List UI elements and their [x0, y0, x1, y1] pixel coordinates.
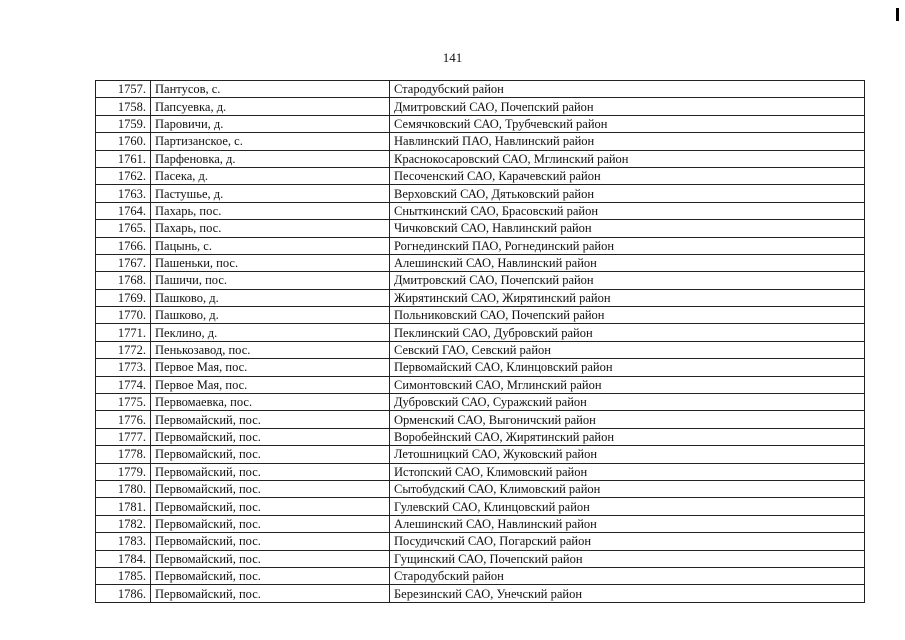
- row-number: 1783.: [96, 533, 151, 550]
- table-row: [96, 185, 865, 202]
- settlement-name: Пахарь, пос.: [151, 202, 390, 219]
- settlement-name: Первомайский, пос.: [151, 533, 390, 550]
- settlement-name: Первомайский, пос.: [151, 446, 390, 463]
- district-name: Сныткинский САО, Брасовский район: [390, 202, 865, 219]
- table-row: [96, 237, 865, 254]
- row-number: 1761.: [96, 150, 151, 167]
- table-row: [96, 567, 865, 584]
- row-number: 1777.: [96, 428, 151, 445]
- row-number: 1774.: [96, 376, 151, 393]
- row-number: 1786.: [96, 585, 151, 602]
- district-name: Жирятинский САО, Жирятинский район: [390, 289, 865, 306]
- table-row: [96, 150, 865, 167]
- row-number: 1776.: [96, 411, 151, 428]
- district-name: Березинский САО, Унечский район: [390, 585, 865, 602]
- table-row: [96, 446, 865, 463]
- settlement-name: Первомайский, пос.: [151, 515, 390, 532]
- district-name: Чичковский САО, Навлинский район: [390, 220, 865, 237]
- table-row: [96, 220, 865, 237]
- settlement-name: Парфеновка, д.: [151, 150, 390, 167]
- district-name: Воробейнский САО, Жирятинский район: [390, 428, 865, 445]
- settlement-name: Пеклино, д.: [151, 324, 390, 341]
- settlement-name: Первое Мая, пос.: [151, 376, 390, 393]
- settlement-name: Первомайский, пос.: [151, 550, 390, 567]
- table-row: [96, 515, 865, 532]
- district-name: Посудичский САО, Погарский район: [390, 533, 865, 550]
- settlement-name: Первое Мая, пос.: [151, 359, 390, 376]
- settlement-name: Первомайский, пос.: [151, 463, 390, 480]
- district-name: Первомайский САО, Клинцовский район: [390, 359, 865, 376]
- settlement-name: Пашково, д.: [151, 289, 390, 306]
- district-name: Дмитровский САО, Почепский район: [390, 98, 865, 115]
- row-number: 1760.: [96, 133, 151, 150]
- scan-edge-mark: [896, 8, 899, 21]
- district-name: Стародубский район: [390, 81, 865, 98]
- district-name: Верховский САО, Дятьковский район: [390, 185, 865, 202]
- table-row: [96, 411, 865, 428]
- row-number: 1764.: [96, 202, 151, 219]
- table-row: [96, 133, 865, 150]
- settlement-name: Первомайский, пос.: [151, 428, 390, 445]
- table-row: [96, 585, 865, 602]
- settlement-name: Пасека, д.: [151, 167, 390, 184]
- row-number: 1768.: [96, 272, 151, 289]
- table-row: [96, 307, 865, 324]
- settlement-name: Пашеньки, пос.: [151, 254, 390, 271]
- row-number: 1775.: [96, 394, 151, 411]
- district-name: Севский ГАО, Севский район: [390, 341, 865, 358]
- row-number: 1778.: [96, 446, 151, 463]
- row-number: 1758.: [96, 98, 151, 115]
- settlement-name: Первомайский, пос.: [151, 567, 390, 584]
- row-number: 1765.: [96, 220, 151, 237]
- district-name: Алешинский САО, Навлинский район: [390, 515, 865, 532]
- settlement-name: Паровичи, д.: [151, 115, 390, 132]
- table-row: [96, 115, 865, 132]
- settlement-name: Первомайский, пос.: [151, 411, 390, 428]
- district-name: Рогнединский ПАО, Рогнединский район: [390, 237, 865, 254]
- row-number: 1763.: [96, 185, 151, 202]
- table-row: [96, 376, 865, 393]
- settlement-name: Первомайский, пос.: [151, 585, 390, 602]
- table-row: [96, 254, 865, 271]
- table-row: [96, 202, 865, 219]
- row-number: 1766.: [96, 237, 151, 254]
- table-row: [96, 463, 865, 480]
- settlement-name: Первомаевка, пос.: [151, 394, 390, 411]
- table-row: [96, 167, 865, 184]
- table-row: [96, 324, 865, 341]
- district-name: Стародубский район: [390, 567, 865, 584]
- settlement-name: Пантусов, с.: [151, 81, 390, 98]
- settlements-table: [95, 80, 865, 603]
- district-name: Симонтовский САО, Мглинский район: [390, 376, 865, 393]
- district-name: Алешинский САО, Навлинский район: [390, 254, 865, 271]
- district-name: Сытобудский САО, Климовский район: [390, 480, 865, 497]
- table-row: [96, 428, 865, 445]
- settlement-name: Пенькозавод, пос.: [151, 341, 390, 358]
- table-body: [96, 81, 865, 603]
- row-number: 1780.: [96, 480, 151, 497]
- district-name: Орменский САО, Выгоничский район: [390, 411, 865, 428]
- table-row: [96, 533, 865, 550]
- table-row: [96, 480, 865, 497]
- district-name: Дубровский САО, Суражский район: [390, 394, 865, 411]
- settlement-name: Первомайский, пос.: [151, 498, 390, 515]
- district-name: Истопский САО, Климовский район: [390, 463, 865, 480]
- district-name: Песоченский САО, Карачевский район: [390, 167, 865, 184]
- district-name: Гущинский САО, Почепский район: [390, 550, 865, 567]
- settlement-name: Папсуевка, д.: [151, 98, 390, 115]
- table-row: [96, 550, 865, 567]
- table-row: [96, 98, 865, 115]
- settlement-name: Пахарь, пос.: [151, 220, 390, 237]
- district-name: Польниковский САО, Почепский район: [390, 307, 865, 324]
- row-number: 1770.: [96, 307, 151, 324]
- row-number: 1781.: [96, 498, 151, 515]
- row-number: 1784.: [96, 550, 151, 567]
- settlement-name: Партизанское, с.: [151, 133, 390, 150]
- row-number: 1785.: [96, 567, 151, 584]
- row-number: 1771.: [96, 324, 151, 341]
- settlement-name: Первомайский, пос.: [151, 480, 390, 497]
- row-number: 1779.: [96, 463, 151, 480]
- table-row: [96, 81, 865, 98]
- row-number: 1757.: [96, 81, 151, 98]
- settlement-name: Пашково, д.: [151, 307, 390, 324]
- district-name: Летошницкий САО, Жуковский район: [390, 446, 865, 463]
- settlement-name: Пастушье, д.: [151, 185, 390, 202]
- table-row: [96, 289, 865, 306]
- district-name: Семячковский САО, Трубчевский район: [390, 115, 865, 132]
- district-name: Дмитровский САО, Почепский район: [390, 272, 865, 289]
- row-number: 1759.: [96, 115, 151, 132]
- row-number: 1773.: [96, 359, 151, 376]
- settlement-name: Пацынь, с.: [151, 237, 390, 254]
- district-name: Навлинский ПАО, Навлинский район: [390, 133, 865, 150]
- row-number: 1782.: [96, 515, 151, 532]
- table-row: [96, 359, 865, 376]
- row-number: 1767.: [96, 254, 151, 271]
- table-row: [96, 341, 865, 358]
- row-number: 1772.: [96, 341, 151, 358]
- row-number: 1762.: [96, 167, 151, 184]
- row-number: 1769.: [96, 289, 151, 306]
- district-name: Гулевский САО, Клинцовский район: [390, 498, 865, 515]
- district-name: Краснокосаровский САО, Мглинский район: [390, 150, 865, 167]
- table-row: [96, 498, 865, 515]
- settlement-name: Пашичи, пос.: [151, 272, 390, 289]
- district-name: Пеклинский САО, Дубровский район: [390, 324, 865, 341]
- table-row: [96, 394, 865, 411]
- table-row: [96, 272, 865, 289]
- page-number: 141: [442, 50, 463, 65]
